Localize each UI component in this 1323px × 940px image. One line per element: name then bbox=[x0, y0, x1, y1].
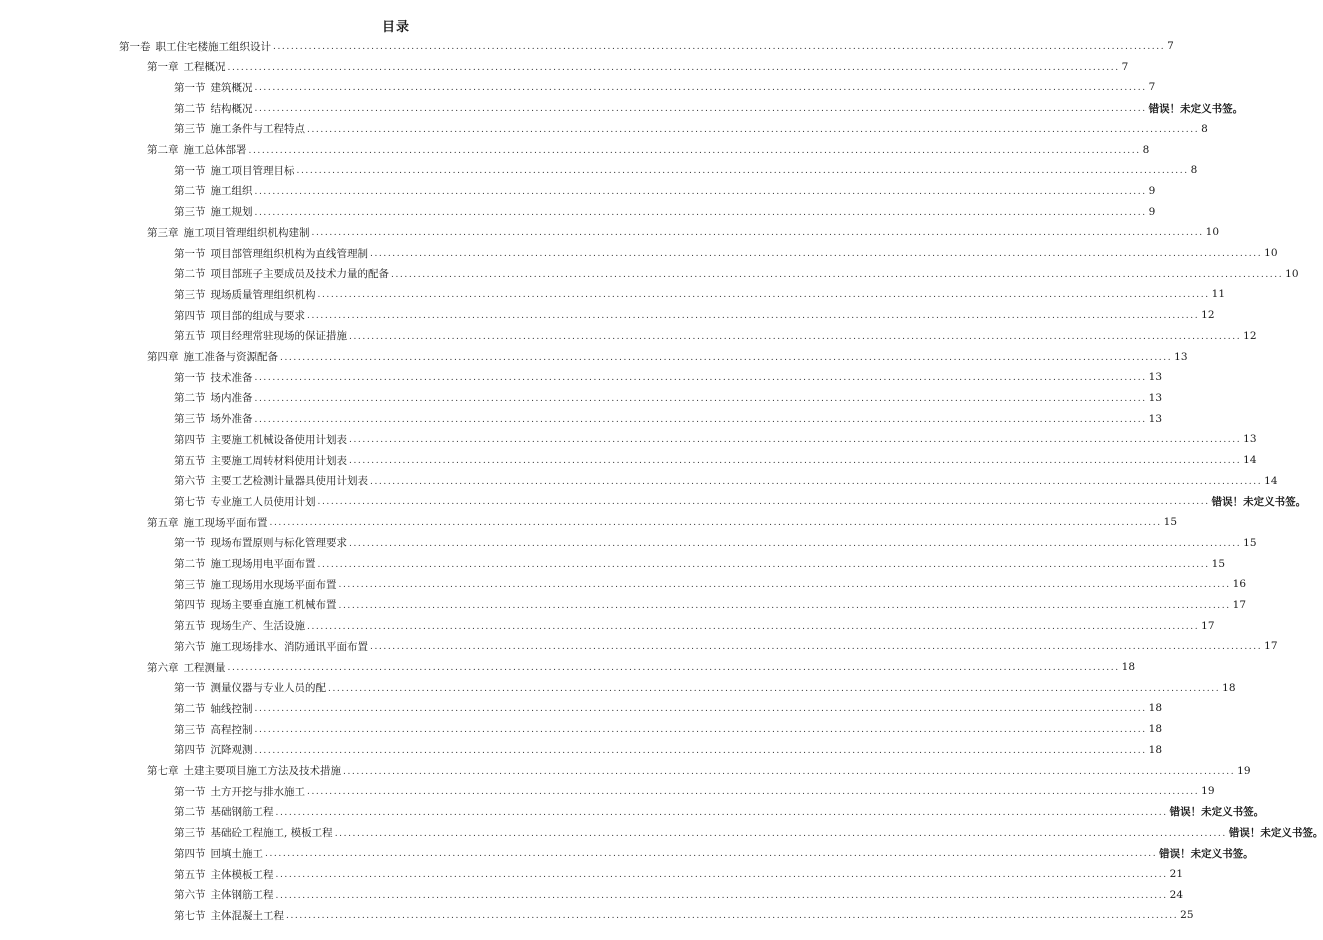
toc-page-number: 25 bbox=[1180, 909, 1194, 922]
toc-entry-title: 施工现场排水、消防通讯平面布置 bbox=[210, 640, 368, 653]
toc-leader-dots: ........................................................................................................................................................................................................ bbox=[254, 725, 1147, 736]
toc-entry-title: 土方开挖与排水施工 bbox=[210, 785, 305, 798]
toc-entry-number: 第二章 bbox=[147, 144, 179, 156]
toc-entry[interactable] bbox=[174, 100, 1244, 116]
toc-entry-number: 第三节 bbox=[174, 827, 206, 840]
toc-entry-label bbox=[174, 101, 253, 116]
toc-entry-label bbox=[147, 142, 247, 157]
toc-page-number: 7 bbox=[1121, 60, 1129, 73]
toc-entry-label bbox=[147, 660, 226, 675]
toc-page-number: 18 bbox=[1121, 661, 1136, 673]
toc-entry-number: 第四节 bbox=[174, 433, 206, 446]
toc-entry-title: 施工项目管理组织机构建制 bbox=[183, 226, 310, 239]
toc-entry-title: 项目部管理组织机构为直线管理制 bbox=[210, 247, 368, 260]
toc-entry-label bbox=[174, 701, 253, 716]
toc-page-number: 9 bbox=[1148, 205, 1156, 218]
toc-leader-dots: ........................................................................................................................................................................................................ bbox=[338, 580, 1231, 591]
toc-entry-label bbox=[174, 411, 253, 426]
toc-entry[interactable] bbox=[174, 597, 1247, 613]
toc-entry-title: 现场主要垂直施工机械布置 bbox=[210, 599, 337, 612]
toc-entry[interactable] bbox=[147, 514, 1178, 530]
toc-bookmark-error: 错误！未定义书签。 bbox=[1159, 847, 1254, 860]
toc-entry[interactable] bbox=[147, 763, 1251, 779]
toc-entry-title: 施工总体部署 bbox=[183, 144, 247, 156]
toc-entry-label bbox=[147, 349, 278, 364]
toc-page-number: 7 bbox=[1167, 40, 1174, 52]
toc-entry[interactable] bbox=[174, 804, 1265, 820]
toc-leader-dots: ........................................................................................................................................................................................................ bbox=[254, 186, 1147, 197]
toc-entry-label bbox=[174, 453, 347, 468]
toc-leader-dots: ........................................................................................................................................................................................................ bbox=[317, 290, 1210, 301]
toc-leader-dots: ........................................................................................................................................................................................................ bbox=[370, 642, 1263, 653]
toc-entry-number: 第七节 bbox=[174, 909, 206, 922]
toc-entry-label bbox=[119, 39, 271, 54]
toc-leader-dots: ........................................................................................................................................................................................................ bbox=[273, 42, 1166, 52]
toc-bookmark-error: 错误！未定义书签。 bbox=[1169, 806, 1265, 819]
toc-entry[interactable] bbox=[174, 204, 1156, 220]
toc-entry-title: 职工住宅楼施工组织设计 bbox=[155, 40, 271, 53]
toc-leader-dots: ........................................................................................................................................................................................................ bbox=[349, 456, 1242, 466]
toc-entry-title: 施工规划 bbox=[210, 206, 253, 219]
toc-entry[interactable] bbox=[174, 825, 1323, 841]
toc-page-number: 17 bbox=[1232, 598, 1247, 611]
toc-entry-title: 主要施工机械设备使用计划表 bbox=[210, 433, 347, 446]
toc-page-number: 8 bbox=[1190, 164, 1198, 177]
toc-entry-label bbox=[174, 846, 263, 861]
toc-entry-title: 现场布置原则与标化管理要求 bbox=[210, 537, 347, 550]
toc-entry-number: 第六章 bbox=[147, 661, 179, 674]
toc-entry-title: 施工现场平面布置 bbox=[183, 516, 268, 529]
toc-entry-label bbox=[174, 494, 316, 509]
toc-entry-number: 第二节 bbox=[174, 392, 206, 405]
toc-leader-dots: ........................................................................................................................................................................................................ bbox=[275, 870, 1168, 880]
toc-leader-dots: ........................................................................................................................................................................................................ bbox=[286, 911, 1179, 922]
toc-entry[interactable] bbox=[174, 866, 1184, 882]
toc-entry[interactable] bbox=[174, 887, 1184, 903]
toc-leader-dots: ........................................................................................................................................................................................................ bbox=[280, 352, 1173, 363]
toc-entry-label bbox=[174, 597, 337, 612]
toc-page-number: 18 bbox=[1148, 743, 1163, 756]
toc-page-number: 19 bbox=[1201, 785, 1215, 798]
toc-entry-label bbox=[174, 432, 347, 447]
toc-entry-title: 现场质量管理组织机构 bbox=[210, 288, 316, 301]
toc-leader-dots: ........................................................................................................................................................................................................ bbox=[254, 207, 1147, 218]
toc-entry-number: 第三节 bbox=[174, 723, 206, 736]
toc-bookmark-error: 错误！未定义书签。 bbox=[1211, 495, 1307, 508]
toc-entry-label bbox=[174, 80, 253, 95]
toc-entry-title: 高程控制 bbox=[210, 723, 253, 736]
toc-page-number: 15 bbox=[1163, 516, 1178, 529]
toc-entry-label bbox=[174, 784, 305, 799]
toc-entry-label bbox=[174, 908, 284, 923]
toc-entry-number: 第一节 bbox=[174, 371, 206, 384]
toc-entry-number: 第二节 bbox=[174, 702, 206, 715]
toc-entry-title: 场内准备 bbox=[210, 392, 253, 405]
toc-entry-title: 技术准备 bbox=[210, 371, 253, 384]
toc-entry-label bbox=[174, 804, 274, 819]
toc-leader-dots: ........................................................................................................................................................................................................ bbox=[349, 538, 1242, 549]
toc-page-number: 7 bbox=[1148, 81, 1156, 94]
toc-title: 目录 bbox=[381, 20, 410, 35]
toc-page-number: 18 bbox=[1148, 723, 1163, 736]
toc-entry-title: 项目部的组成与要求 bbox=[210, 309, 305, 322]
toc-entry-number: 第一节 bbox=[174, 785, 206, 798]
toc-page-number: 17 bbox=[1201, 619, 1215, 632]
toc-entry[interactable] bbox=[174, 742, 1163, 758]
toc-entry-label bbox=[174, 266, 389, 281]
toc-entry-number: 第三节 bbox=[174, 123, 206, 136]
toc-page-number: 13 bbox=[1148, 371, 1163, 384]
toc-entry-number: 第七章 bbox=[147, 765, 179, 777]
toc-entry-title: 回填土施工 bbox=[210, 847, 263, 860]
toc-entry-label bbox=[174, 308, 305, 323]
toc-page-number: 13 bbox=[1148, 391, 1163, 404]
toc-entry[interactable] bbox=[174, 535, 1257, 551]
toc-leader-dots: ........................................................................................................................................................................................................ bbox=[311, 228, 1204, 239]
toc-entry-title: 测量仪器与专业人员的配 bbox=[210, 682, 326, 695]
toc-entry-number: 第六节 bbox=[174, 640, 206, 653]
toc-entry[interactable] bbox=[174, 680, 1236, 696]
toc-leader-dots: ........................................................................................................................................................................................................ bbox=[269, 518, 1162, 529]
toc-entry-label bbox=[174, 618, 305, 633]
toc-entry-number: 第二节 bbox=[174, 268, 206, 281]
toc-entry-title: 沉降观测 bbox=[210, 744, 253, 757]
toc-entry-title: 施工现场用水现场平面布置 bbox=[210, 578, 337, 591]
toc-leader-dots: ........................................................................................................................................................................................................ bbox=[349, 435, 1242, 446]
toc-entry-number: 第五节 bbox=[174, 454, 206, 467]
toc-entry[interactable] bbox=[147, 59, 1129, 75]
toc-entry[interactable] bbox=[147, 142, 1150, 158]
toc-page-number: 18 bbox=[1148, 702, 1163, 715]
toc-leader-dots: ........................................................................................................................................................................................................ bbox=[391, 269, 1284, 280]
toc-entry[interactable] bbox=[147, 349, 1188, 365]
toc-entry-label bbox=[174, 390, 253, 405]
toc-entry-number: 第一节 bbox=[174, 164, 206, 177]
toc-entry-title: 轴线控制 bbox=[210, 702, 253, 715]
toc-entry-title: 施工项目管理目标 bbox=[210, 164, 295, 177]
toc-entry-label bbox=[174, 163, 295, 178]
toc-entry-number: 第二节 bbox=[174, 185, 206, 198]
toc-entry[interactable] bbox=[174, 121, 1208, 137]
toc-page-number: 10 bbox=[1285, 267, 1299, 280]
toc-leader-dots: ........................................................................................................................................................................................................ bbox=[317, 559, 1210, 570]
toc-entry[interactable] bbox=[174, 700, 1163, 716]
toc-entry-number: 第四节 bbox=[174, 847, 206, 860]
toc-entry-label bbox=[174, 639, 368, 654]
toc-entry-number: 第五节 bbox=[174, 620, 206, 633]
toc-leader-dots: ........................................................................................................................................................................................................ bbox=[227, 663, 1120, 673]
toc-leader-dots: ........................................................................................................................................................................................................ bbox=[307, 311, 1200, 322]
toc-leader-dots: ........................................................................................................................................................................................................ bbox=[254, 393, 1147, 404]
toc-leader-dots: ........................................................................................................................................................................................................ bbox=[275, 807, 1168, 818]
toc-entry-number: 第三节 bbox=[174, 578, 206, 591]
toc-entry-number: 第六节 bbox=[174, 889, 206, 902]
toc-entry-number: 第一节 bbox=[174, 537, 206, 550]
toc-leader-dots: ........................................................................................................................................................................................................ bbox=[370, 476, 1263, 487]
toc-page-number: 19 bbox=[1237, 764, 1251, 777]
toc-entry[interactable] bbox=[174, 390, 1163, 406]
toc-entry-label bbox=[147, 59, 226, 74]
toc-leader-dots: ........................................................................................................................................................................................................ bbox=[307, 124, 1200, 135]
toc-entry[interactable] bbox=[174, 307, 1215, 323]
toc-entry-label bbox=[174, 246, 368, 261]
toc-leader-dots: ........................................................................................................................................................................................................ bbox=[248, 145, 1141, 156]
toc-leader-dots: ........................................................................................................................................................................................................ bbox=[254, 104, 1147, 115]
toc-bookmark-error: 错误！未定义书签。 bbox=[1228, 827, 1323, 840]
toc-entry[interactable] bbox=[174, 266, 1299, 282]
toc-leader-dots: ........................................................................................................................................................................................................ bbox=[275, 890, 1168, 901]
toc-leader-dots: ........................................................................................................................................................................................................ bbox=[349, 331, 1242, 342]
toc-leader-dots: ........................................................................................................................................................................................................ bbox=[254, 745, 1147, 756]
toc-page-number: 15 bbox=[1211, 557, 1226, 570]
toc-page-number: 13 bbox=[1243, 433, 1257, 446]
toc-leader-dots: ........................................................................................................................................................................................................ bbox=[254, 414, 1147, 425]
toc-page-number: 9 bbox=[1148, 184, 1156, 197]
toc-page-number: 12 bbox=[1201, 309, 1215, 322]
toc-entry[interactable] bbox=[174, 369, 1163, 385]
toc-entry[interactable] bbox=[174, 907, 1194, 923]
toc-entry[interactable] bbox=[174, 183, 1156, 199]
toc-leader-dots: ........................................................................................................................................................................................................ bbox=[338, 600, 1231, 611]
toc-entry-number: 第二节 bbox=[174, 558, 206, 570]
toc-page-number: 10 bbox=[1205, 226, 1220, 239]
toc-entry-label bbox=[174, 370, 253, 385]
toc-entry-number: 第一节 bbox=[174, 81, 206, 94]
toc-entry-number: 第三章 bbox=[147, 226, 179, 239]
toc-entry-label bbox=[174, 577, 337, 592]
toc-entry-title: 场外准备 bbox=[210, 413, 253, 426]
toc-page-number: 11 bbox=[1211, 288, 1226, 301]
toc-entry-title: 施工条件与工程特点 bbox=[210, 123, 305, 136]
toc-page-number: 24 bbox=[1169, 888, 1184, 901]
toc-leader-dots: ........................................................................................................................................................................................................ bbox=[296, 166, 1189, 177]
toc-entry-title: 主要施工周转材料使用计划表 bbox=[210, 454, 347, 467]
toc-page-number: 15 bbox=[1243, 536, 1257, 549]
toc-leader-dots: ........................................................................................................................................................................................................ bbox=[227, 62, 1120, 73]
toc-leader-dots: ........................................................................................................................................................................................................ bbox=[254, 373, 1147, 384]
toc-entry-title: 工程概况 bbox=[183, 61, 226, 74]
toc-entry[interactable] bbox=[174, 411, 1163, 427]
toc-entry-number: 第一卷 bbox=[119, 40, 151, 53]
toc-entry-number: 第一节 bbox=[174, 682, 206, 695]
toc-entry[interactable] bbox=[174, 556, 1226, 572]
toc-page-number: 16 bbox=[1232, 578, 1247, 591]
toc-entry-title: 建筑概况 bbox=[210, 81, 253, 94]
toc-entry[interactable] bbox=[119, 38, 1174, 54]
toc-entry-title: 主体模板工程 bbox=[210, 868, 274, 881]
toc-page-number: 8 bbox=[1142, 143, 1150, 156]
toc-entry[interactable] bbox=[174, 328, 1257, 344]
toc-entry-title: 施工组织 bbox=[210, 185, 253, 198]
toc-entry-title: 工程测量 bbox=[183, 661, 226, 674]
toc-entry[interactable] bbox=[174, 162, 1198, 178]
toc-entry-title: 基础钢筋工程 bbox=[210, 806, 274, 819]
toc-page-number: 12 bbox=[1243, 329, 1257, 342]
toc-entry-title: 基础砼工程施工, 模板工程 bbox=[210, 827, 333, 840]
toc-page-number: 8 bbox=[1201, 122, 1208, 135]
toc-leader-dots: ........................................................................................................................................................................................................ bbox=[343, 766, 1236, 777]
toc-entry-title: 主要工艺检测计量器具使用计划表 bbox=[210, 475, 368, 488]
toc-page-number: 13 bbox=[1148, 412, 1163, 425]
toc-page-number: 13 bbox=[1174, 350, 1188, 363]
toc-leader-dots: ........................................................................................................................................................................................................ bbox=[317, 497, 1210, 508]
toc-entry-label bbox=[174, 121, 305, 136]
toc-entry-label bbox=[147, 515, 268, 530]
toc-entry-number: 第五节 bbox=[174, 868, 206, 881]
toc-entry[interactable] bbox=[174, 452, 1257, 468]
toc-entry-number: 第五章 bbox=[147, 516, 179, 529]
toc-entry-label bbox=[174, 556, 316, 571]
toc-bookmark-error: 错误！未定义书签。 bbox=[1148, 102, 1244, 115]
toc-entry[interactable] bbox=[174, 618, 1215, 634]
toc-entry-label bbox=[174, 867, 274, 882]
toc-entry-number: 第四节 bbox=[174, 744, 206, 757]
toc-entry-title: 结构概况 bbox=[210, 102, 253, 115]
toc-entry-number: 第四节 bbox=[174, 599, 206, 612]
toc-entry-label bbox=[174, 473, 368, 488]
toc-entry-label bbox=[174, 887, 274, 902]
toc-leader-dots: ........................................................................................................................................................................................................ bbox=[334, 828, 1227, 839]
toc-entry-label bbox=[174, 183, 253, 198]
toc-entry-number: 第二节 bbox=[174, 806, 206, 819]
toc-entry-number: 第七节 bbox=[174, 495, 206, 508]
toc-entry[interactable] bbox=[174, 576, 1247, 592]
toc-page-number: 18 bbox=[1222, 681, 1236, 694]
toc-entry-title: 专业施工人员使用计划 bbox=[210, 495, 316, 508]
toc-entry-number: 第三节 bbox=[174, 413, 206, 426]
toc-entry-title: 施工现场用电平面布置 bbox=[210, 558, 316, 570]
toc-entry-number: 第五节 bbox=[174, 330, 206, 343]
toc-entry-title: 土建主要项目施工方法及技术措施 bbox=[183, 765, 341, 777]
toc-entry[interactable] bbox=[147, 659, 1136, 675]
toc-entry[interactable] bbox=[174, 845, 1254, 861]
toc-leader-dots: ........................................................................................................................................................................................................ bbox=[307, 787, 1200, 798]
toc-leader-dots: ........................................................................................................................................................................................................ bbox=[328, 683, 1221, 694]
toc-entry-label bbox=[174, 287, 316, 302]
toc-entry-label bbox=[174, 328, 347, 343]
toc-leader-dots: ........................................................................................................................................................................................................ bbox=[307, 621, 1200, 632]
toc-entry[interactable] bbox=[174, 473, 1278, 489]
toc-entry-number: 第一节 bbox=[174, 247, 206, 260]
toc-entry[interactable] bbox=[174, 493, 1307, 509]
toc-entry-label bbox=[174, 722, 253, 737]
toc-page-number: 10 bbox=[1264, 247, 1278, 259]
toc-entry[interactable] bbox=[174, 783, 1215, 799]
toc-leader-dots: ........................................................................................................................................................................................................ bbox=[254, 83, 1147, 94]
toc-entry[interactable] bbox=[174, 245, 1278, 261]
toc-leader-dots: ........................................................................................................................................................................................................ bbox=[265, 849, 1158, 860]
toc-entry-label bbox=[174, 680, 326, 695]
toc-entry-title: 项目部班子主要成员及技术力量的配备 bbox=[210, 268, 389, 281]
toc-leader-dots: ........................................................................................................................................................................................................ bbox=[370, 249, 1263, 259]
toc-entry-number: 第一章 bbox=[147, 61, 179, 74]
toc-entry-label bbox=[174, 535, 347, 550]
toc-entry[interactable] bbox=[174, 79, 1156, 95]
toc-page-number: 21 bbox=[1169, 868, 1184, 880]
toc-entry-title: 主体钢筋工程 bbox=[210, 889, 274, 902]
toc-entry[interactable] bbox=[174, 638, 1278, 654]
toc-page-number: 17 bbox=[1264, 640, 1278, 653]
toc-leader-dots: ........................................................................................................................................................................................................ bbox=[254, 704, 1147, 715]
toc-page-number: 14 bbox=[1243, 454, 1257, 466]
toc-entry-number: 第二节 bbox=[174, 102, 206, 115]
toc-entry[interactable] bbox=[174, 431, 1257, 447]
toc-entry-title: 现场生产、生活设施 bbox=[210, 620, 305, 633]
toc-entry-number: 第三节 bbox=[174, 206, 206, 219]
toc-entry-number: 第四节 bbox=[174, 309, 206, 322]
toc-entry-number: 第六节 bbox=[174, 475, 206, 488]
toc-entry-title: 项目经理常驻现场的保证措施 bbox=[210, 330, 347, 343]
toc-entry-label bbox=[174, 825, 333, 840]
toc-entry-number: 第四章 bbox=[147, 351, 179, 363]
toc-page-number: 14 bbox=[1264, 474, 1278, 487]
toc-entry[interactable] bbox=[174, 721, 1163, 737]
toc-entry[interactable] bbox=[147, 224, 1220, 240]
toc-entry[interactable] bbox=[174, 286, 1226, 302]
toc-entry-label bbox=[174, 742, 253, 757]
toc-entry-label bbox=[147, 763, 341, 778]
toc-entry-number: 第三节 bbox=[174, 288, 206, 301]
toc-entry-label bbox=[147, 225, 310, 240]
toc-entry-title: 主体混凝土工程 bbox=[210, 909, 284, 922]
toc-entry-label bbox=[174, 204, 253, 219]
toc-entry-title: 施工准备与资源配备 bbox=[183, 351, 278, 363]
